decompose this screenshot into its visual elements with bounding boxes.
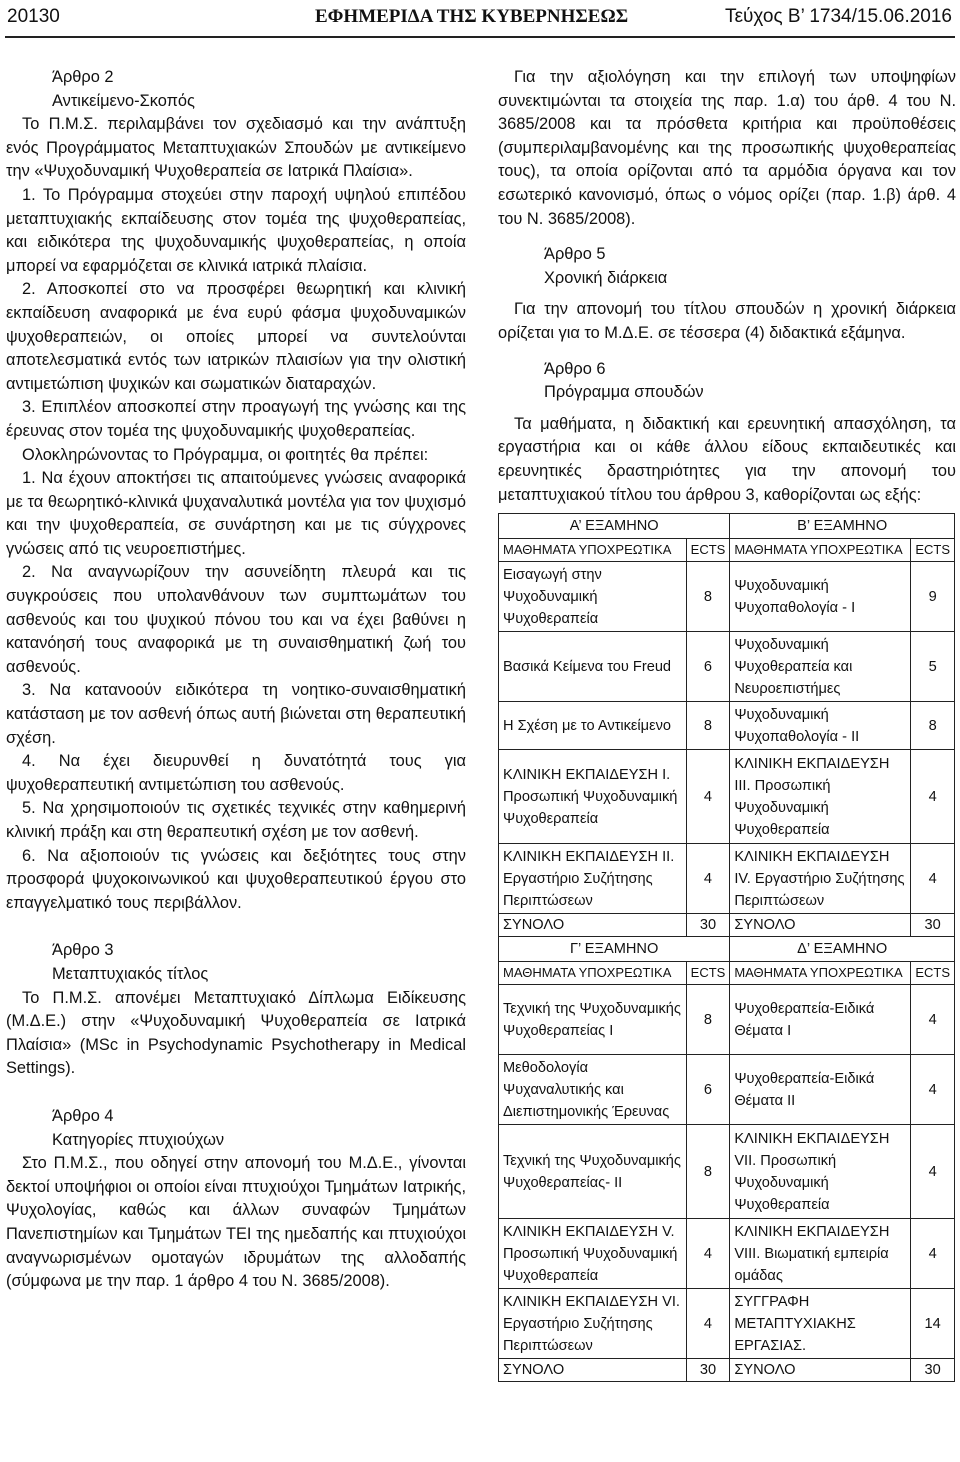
semester-a-header: Α’ ΕΞΑΜΗΝΟ [499,514,730,539]
course-cell: ΚΛΙΝΙΚΗ ΕΚΠΑΙΔΕΥΣΗ ΙΙΙ. Προσωπική Ψυχοδυναμική Ψυχοθεραπεία [730,750,911,844]
ects-cell: 4 [911,985,955,1055]
article-6-heading [498,358,956,405]
table-row [499,632,955,702]
article-3-paragraph: Το Π.Μ.Σ. απονέμει Μεταπτυχιακό Δίπλωμα Ειδίκευσης (Μ.Δ.Ε.) στην «Ψυχοδυναμική Ψυχοθεραπεία σε Ιατρικά Πλαίσια» (MSc in Psychodynamic Psychotherapy in Medical Settings). [6,988,466,1078]
outcome-3: 3. Να κατανοούν ειδικότερα τη νοητικο-συναισθηματική κατάσταση με τον ασθενή όπως αυτή βιώνεται στη θεραπευτική σχέση. [6,681,466,747]
article-3-subtitle: Μεταπτυχιακός τίτλος [52,964,209,983]
table-row [499,1055,955,1125]
semester-b-header: Β’ ΕΞΑΜΗΝΟ [730,514,955,539]
ects-cell: 4 [911,1055,955,1125]
article-4-paragraph: Στο Π.Μ.Σ., που οδηγεί στην απονομή του Μ.Δ.Ε., γίνονται δεκτοί υποψήφιοι οι οποίοι είναι πτυχιούχοι Τμημάτων Ιατρικής, Ψυχολογίας, καθώς και άλλων συναφών Τμημάτων Πανεπιστημίων και Τμημάτων ΤΕΙ της ημεδαπής και πτυχιούχοι αναγνωρισμένων ομοταγών ιδρυμάτων της αλλοδαπής (σύμφωνα με την παρ. 1 άρθρο 4 του Ν. 3685/2008). [6,1154,466,1291]
outcome-1: 1. Να έχουν αποκτήσει τις απαιτούμενες γνώσεις αναφορικά με τα θεωρητικό-κλινικά ψυχαναλυτικά μοντέλα για τον ψυχισμό και την ψυχοθεραπεία, σε συνάρτηση και με τις σύγχρονες γνώσεις από τις νευροεπιστήμες. [6,469,466,558]
courses-header: ΜΑΘΗΜΑΤΑ ΥΠΟΧΡΕΩΤΙΚΑ [499,962,687,985]
course-cell: ΚΛΙΝΙΚΗ ΕΚΠΑΙΔΕΥΣΗ ΙΙ. Εργαστήριο Συζήτησης Περιπτώσεων [499,844,687,914]
ects-cell: 4 [911,1125,955,1219]
course-cell: Ψυχοθεραπεία-Ειδικά Θέματα Ι [730,985,911,1055]
course-cell: ΚΛΙΝΙΚΗ ΕΚΠΑΙΔΕΥΣΗ VIII. Βιωματική εμπειρία ομάδας [730,1219,911,1289]
gazette-title: ΕΦΗΜΕΡΙΔΑ ΤΗΣ ΚΥΒΕΡΝΗΣΕΩΣ [315,6,629,27]
course-cell: Ψυχοδυναμική Ψυχοπαθολογία - ΙΙ [730,702,911,750]
page-number: 20130 [7,6,60,27]
article-6-paragraph: Τα μαθήματα, η διδακτική και ερευνητική απασχόληση, τα εργαστήρια και οι κάθε άλλου είδους εκπαιδευτικές και ερευνητικές δραστηριότητες για την απονομή του μεταπτυχιακού τίτλου του άρθρου 3, καθορίζονται ως εξής: [498,414,956,504]
total-label: ΣΥΝΟΛΟ [499,1359,687,1382]
course-cell: Ψυχοθεραπεία-Ειδικά Θέματα ΙΙ [730,1055,911,1125]
column-header-row [499,539,955,562]
article-5-title: Άρθρο 5 [544,245,606,264]
ects-cell: 9 [911,562,955,632]
courses-header: ΜΑΘΗΜΑΤΑ ΥΠΟΧΡΕΩΤΙΚΑ [730,539,911,562]
article-6-subtitle: Πρόγραμμα σπουδών [544,383,704,402]
total-label: ΣΥΝΟΛΟ [730,1359,911,1382]
total-value: 30 [686,1359,730,1382]
course-cell: Η Σχέση με το Αντικείμενο [499,702,687,750]
semester-header-row [499,514,955,539]
total-value: 30 [686,914,730,937]
outcomes-intro: Ολοκληρώνοντας το Πρόγραμμα, οι φοιτητές θα πρέπει: [22,445,429,464]
header-rule [5,36,955,38]
course-cell: Τεχνική της Ψυχοδυναμικής Ψυχοθεραπείας- ΙΙ [499,1125,687,1219]
courses-header: ΜΑΘΗΜΑΤΑ ΥΠΟΧΡΕΩΤΙΚΑ [499,539,687,562]
ects-cell: 8 [686,702,730,750]
article-4-heading [6,1105,466,1152]
article-2-paragraph-3: 3. Επιπλέον αποσκοπεί στην προαγωγή της γνώσης και της έρευνας στον τομέα της ψυχοδυναμικής ψυχοθεραπείας. [6,398,466,440]
ects-cell: 4 [911,1219,955,1289]
ects-cell: 8 [686,562,730,632]
course-cell: ΚΛΙΝΙΚΗ ΕΚΠΑΙΔΕΥΣΗ ΙV. Εργαστήριο Συζήτησης Περιπτώσεων [730,844,911,914]
table-row [499,702,955,750]
courses-header: ΜΑΘΗΜΑΤΑ ΥΠΟΧΡΕΩΤΙΚΑ [730,962,911,985]
total-value: 30 [911,1359,955,1382]
table-row [499,750,955,844]
outcome-2: 2. Να αναγνωρίζουν την ασυνείδητη πλευρά και τις συγκρούσεις που υπολανθάνουν των συμπτωμάτων του ασθενούς και του ψυχικού πόνου του και να έχει βαθύνει η κατανόησή τους αναφορικά με τη συναισθηματική ζωή του ασθενούς. [6,563,466,676]
semester-d-header: Δ’ ΕΞΑΜΗΝΟ [730,937,955,962]
ects-cell: 6 [686,1055,730,1125]
ects-cell: 6 [686,632,730,702]
table-row [499,1219,955,1289]
article-2-heading [6,66,466,113]
left-column [6,66,466,1294]
course-cell: ΚΛΙΝΙΚΗ ΕΚΠΑΙΔΕΥΣΗ VII. Προσωπική Ψυχοδυναμική Ψυχοθεραπεία [730,1125,911,1219]
article-5-paragraph: Για την απονομή του τίτλου σπουδών η χρονική διάρκεια ορίζεται για το Μ.Δ.Ε. σε τέσσερα (4) διδακτικά εξάμηνα. [498,300,956,342]
evaluation-paragraph: Για την αξιολόγηση και την επιλογή των υποψηφίων συνεκτιμώνται τα στοιχεία της παρ. 1.α) του άρθ. 4 του Ν. 3685/2008 και τα πρόσθετα κριτήρια και προϋποθέσεις (συμπεριλαμβανομένης και της προσωπικής ψυχοθεραπείας τους), τα οποία ορίζονται από τα αρμόδια όργανα και τον εσωτερικό κανονισμό, όπως ο νόμος ορίζει (παρ. 1.β) άρθ. 4 του Ν. 3685/2008). [498,68,956,228]
course-cell: Ψυχοδυναμική Ψυχοθεραπεία και Νευροεπιστήμες [730,632,911,702]
article-2-paragraph-2: 2. Αποσκοπεί στο να προσφέρει θεωρητική και κλινική εκπαίδευση αναφορικά με ένα ευρύ φάσμα ψυχοδυναμικών ψυχοθεραπειών, οι οποίες μπορεί να συντελούνται αποτελεσματικά εντός των ιατρικών πλαισίων για την ολιστική αντιμετώπιση ψυχικών και σωματικών διαταραχών. [6,280,466,393]
article-2-paragraph-1: 1. Το Πρόγραμμα στοχεύει στην παροχή υψηλού επιπέδου μεταπτυχιακής εκπαίδευσης στον τομέα της ψυχοθεραπείας, και ειδικότερα της ψυχοδυναμικής ψυχοθεραπείας, η οποία μπορεί να εφαρμόζεται σε κλινικά ιατρικά πλαίσια. [6,185,466,275]
total-row [499,1359,955,1382]
table-row [499,844,955,914]
right-column [498,66,956,1382]
article-3-title: Άρθρο 3 [52,941,114,960]
ects-cell: 8 [686,1125,730,1219]
outcome-5: 5. Να χρησιμοποιούν τις σχετικές τεχνικές στην καθημερινή κλινική πράξη και στη θεραπευτική σχέση με τον ασθενή. [6,799,466,841]
total-value: 30 [911,914,955,937]
ects-cell: 8 [686,985,730,1055]
total-row [499,914,955,937]
article-5-heading [498,243,956,290]
table-row [499,1289,955,1359]
ects-cell: 5 [911,632,955,702]
course-cell: Εισαγωγή στην Ψυχοδυναμική Ψυχοθεραπεία [499,562,687,632]
course-cell: ΣΥΓΓΡΑΦΗ ΜΕΤΑΠΤΥΧΙΑΚΗΣ ΕΡΓΑΣΙΑΣ. [730,1289,911,1359]
course-cell: ΚΛΙΝΙΚΗ ΕΚΠΑΙΔΕΥΣΗ VI. Εργαστήριο Συζήτησης Περιπτώσεων [499,1289,687,1359]
ects-cell: 4 [911,844,955,914]
total-label: ΣΥΝΟΛΟ [499,914,687,937]
ects-cell: 4 [686,1219,730,1289]
article-2-title: Άρθρο 2 [52,68,114,86]
ects-cell: 4 [686,1289,730,1359]
outcome-4: 4. Να έχει διευρυνθεί η δυνατότητά τους για ψυχοθεραπευτική αντιμετώπιση του ασθενούς. [6,752,466,794]
ects-header: ECTS [911,962,955,985]
article-2-subtitle: Αντικείμενο-Σκοπός [52,91,195,110]
outcome-6: 6. Να αξιοποιούν τις γνώσεις και δεξιότητες τους στην προσφορά ψυχοκοινωνικού και ψυχοθεραπευτικού έργου στο επαγγελματικό τους περιβάλλον. [6,846,466,912]
ects-cell: 8 [911,702,955,750]
table-row [499,985,955,1055]
ects-cell: 14 [911,1289,955,1359]
total-label: ΣΥΝΟΛΟ [730,914,911,937]
ects-cell: 4 [686,844,730,914]
article-6-title: Άρθρο 6 [544,359,606,378]
article-4-subtitle: Κατηγορίες πτυχιούχων [52,1130,225,1149]
semester-c-header: Γ’ ΕΞΑΜΗΝΟ [499,937,730,962]
article-2-intro: Το Π.Μ.Σ. περιλαμβάνει τον σχεδιασμό και την ανάπτυξη ενός Προγράμματος Μεταπτυχιακών Σπουδών με αντικείμενο την «Ψυχοδυναμική Ψυχοθεραπεία σε Ιατρικά Πλαίσια». [6,115,466,181]
curriculum-table [498,513,955,1382]
article-4-title: Άρθρο 4 [52,1106,114,1125]
table-row [499,1125,955,1219]
course-cell: ΚΛΙΝΙΚΗ ΕΚΠΑΙΔΕΥΣΗ Ι. Προσωπική Ψυχοδυναμική Ψυχοθεραπεία [499,750,687,844]
ects-cell: 4 [911,750,955,844]
article-3-heading [6,939,466,986]
page-header [0,0,960,36]
ects-header: ECTS [686,962,730,985]
course-cell: Τεχνική της Ψυχοδυναμικής Ψυχοθεραπείας Ι [499,985,687,1055]
issue-number: Τεύχος Β’ 1734/15.06.2016 [725,6,952,27]
course-cell: ΚΛΙΝΙΚΗ ΕΚΠΑΙΔΕΥΣΗ V. Προσωπική Ψυχοδυναμική Ψυχοθεραπεία [499,1219,687,1289]
column-header-row [499,962,955,985]
ects-header: ECTS [686,539,730,562]
table-row [499,562,955,632]
course-cell: Μεθοδολογία Ψυχαναλυτικής και Διεπιστημονικής Έρευνας [499,1055,687,1125]
semester-header-row [499,937,955,962]
ects-header: ECTS [911,539,955,562]
ects-cell: 4 [686,750,730,844]
article-5-subtitle: Χρονική διάρκεια [544,268,668,287]
course-cell: Ψυχοδυναμική Ψυχοπαθολογία - Ι [730,562,911,632]
course-cell: Βασικά Κείμενα του Freud [499,632,687,702]
